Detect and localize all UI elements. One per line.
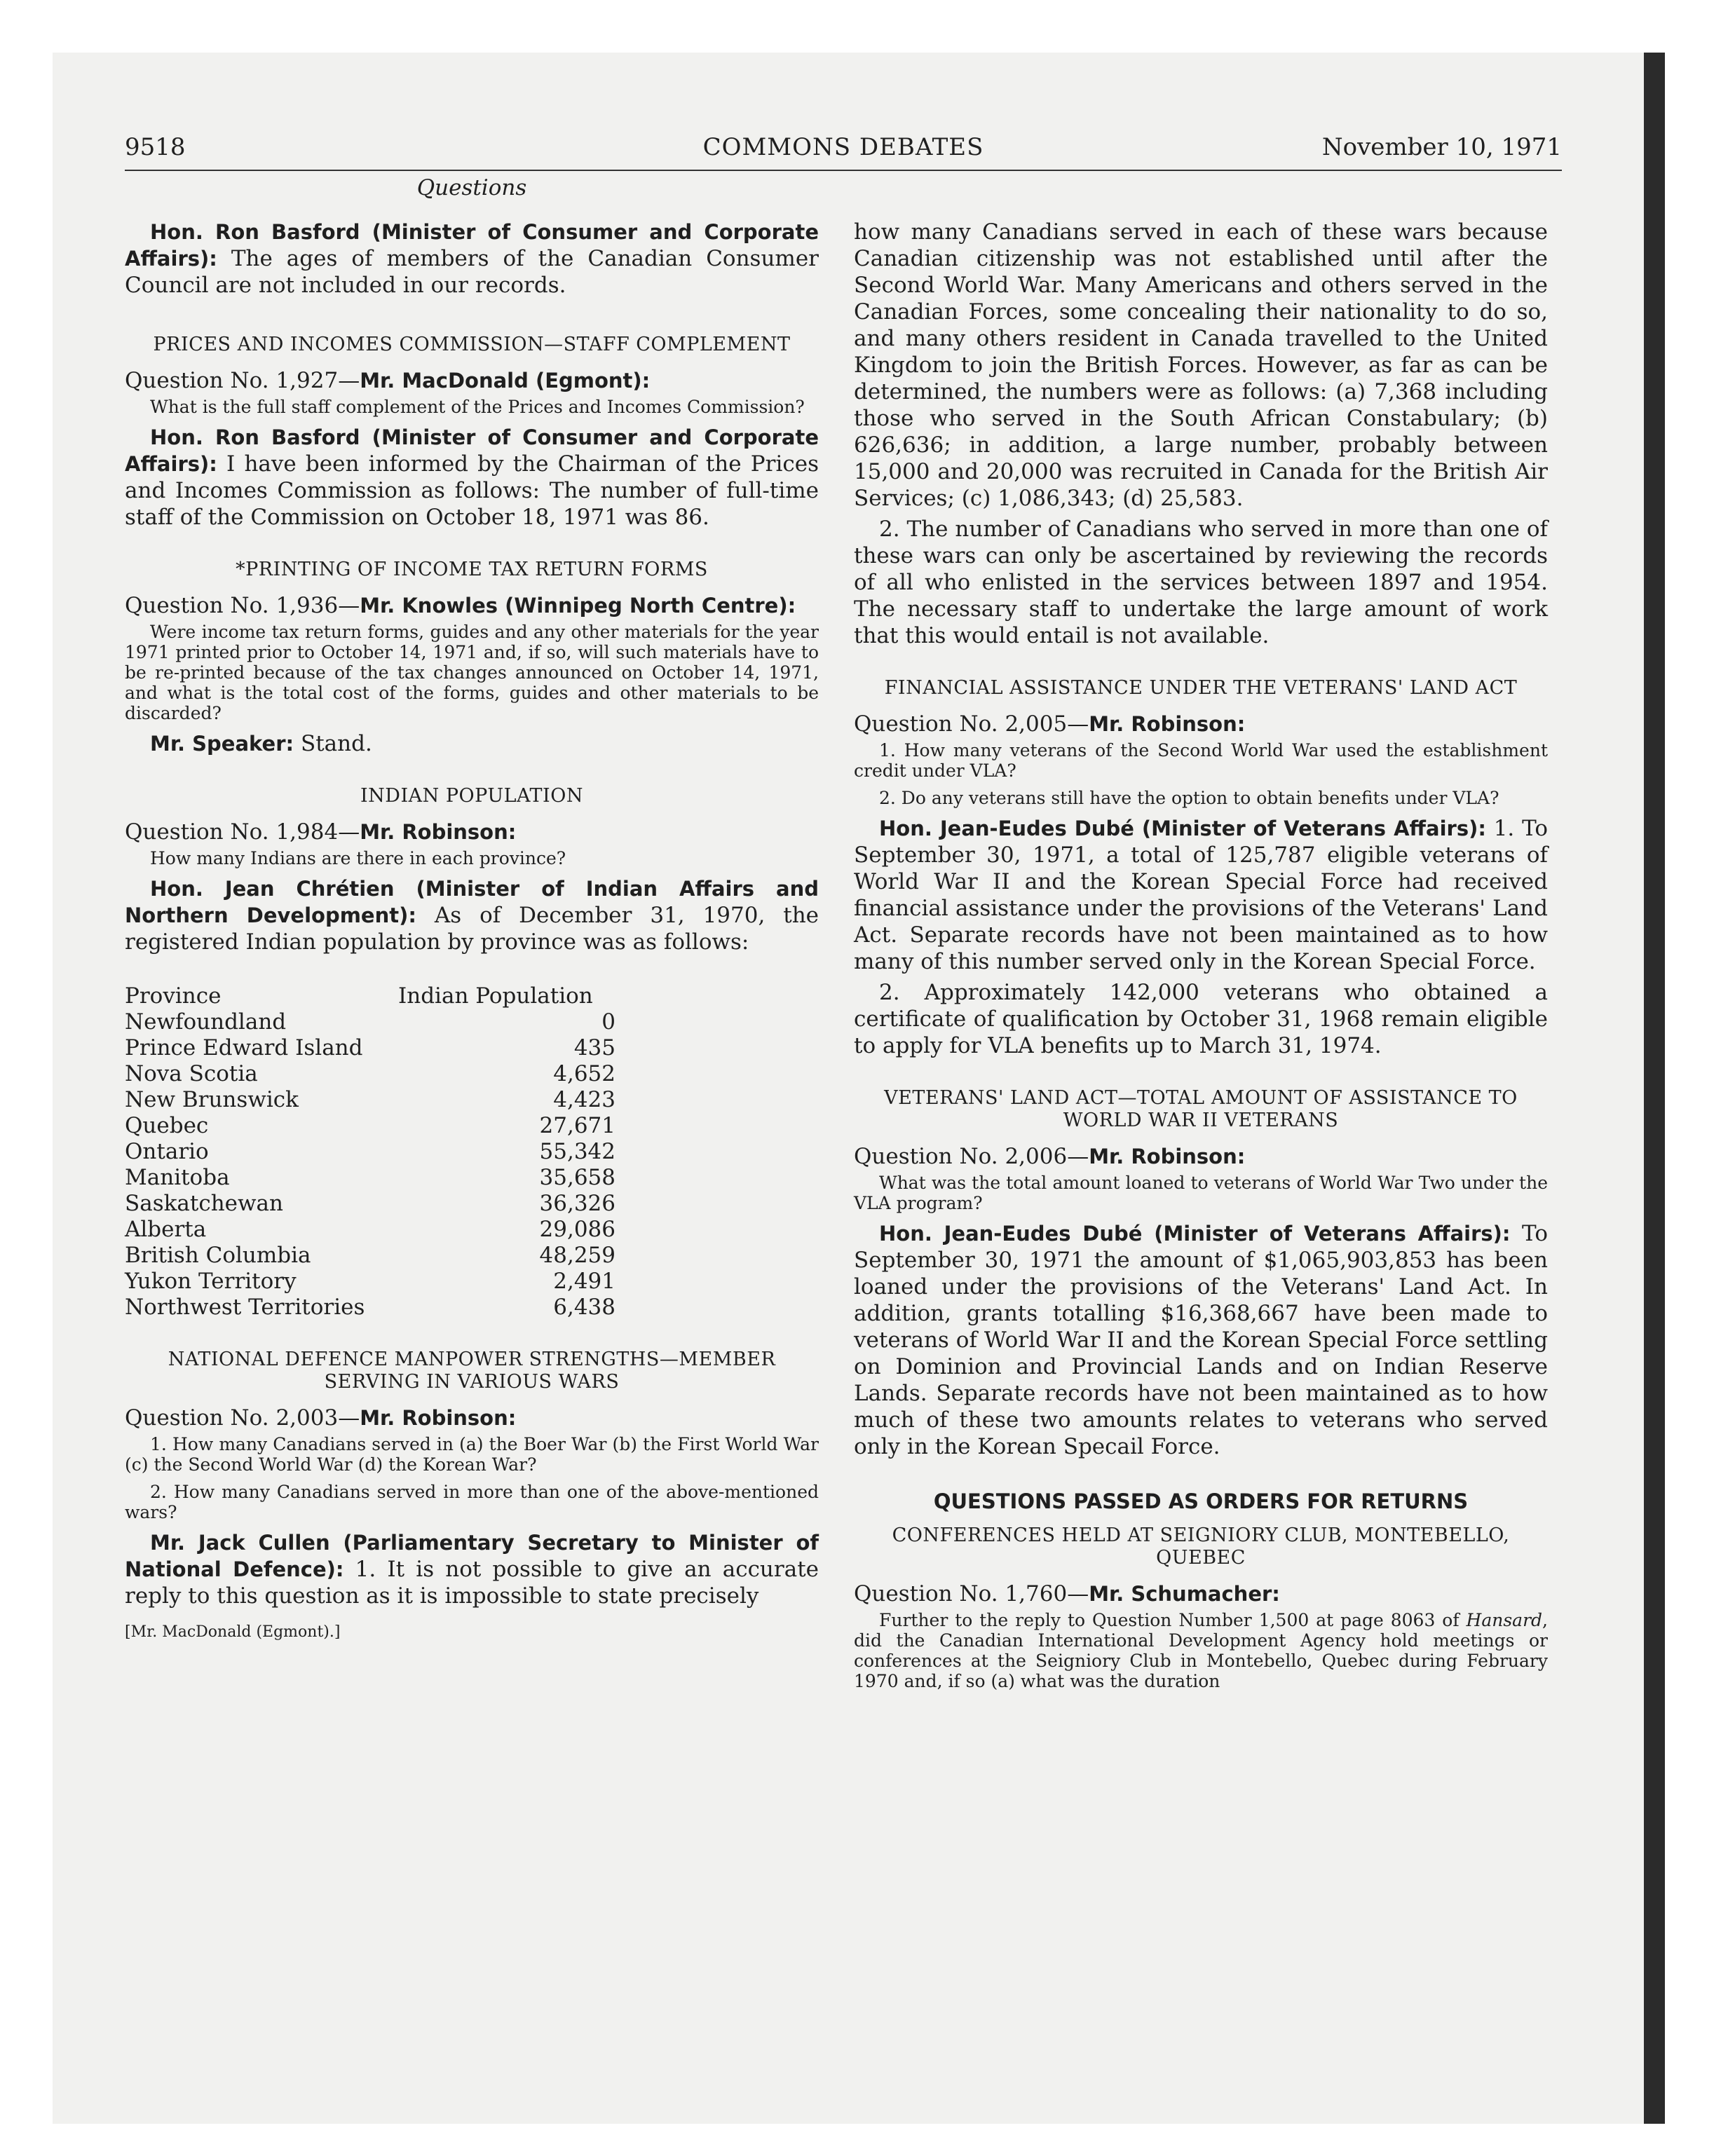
answer-text: 1. To September 30, 1971, a total of 125,787 eligible veterans of World War II and the Korean Special Force had received financial assistance under the provisions of the Veterans' Land Act. Separate records have not been maintained as to how many of this number served only in the Korean Special Force. (854, 816, 1548, 974)
header-date: November 10, 1971 (1321, 133, 1562, 161)
column-header-population: Indian Population (398, 983, 593, 1009)
major-heading: QUESTIONS PASSED AS ORDERS FOR RETURNS (933, 1489, 1469, 1513)
section-heading: *PRINTING OF INCOME TAX RETURN FORMS (236, 559, 708, 580)
population-cell: 35,658 (539, 1165, 615, 1190)
speaker-name: Mr. Jack Cullen (Parliamentary Secretary to Minister of National Defence): (125, 1531, 819, 1581)
speaker-name: Hon. Jean-Eudes Dubé (Minister of Veterans Affairs): (879, 817, 1486, 840)
section-heading: CONFERENCES HELD AT SEIGNIORY CLUB, MONTEBELLO, QUEBEC (892, 1524, 1510, 1569)
province-cell: Prince Edward Island (125, 1035, 363, 1060)
table-row (125, 1243, 615, 1269)
section-heading: NATIONAL DEFENCE MANPOWER STRENGTHS—MEMBER SERVING IN VARIOUS WARS (168, 1349, 776, 1393)
question-text: 2. How many Canadians served in more than one of the above-mentioned wars? (125, 1482, 819, 1522)
table-header-row (125, 983, 615, 1009)
table-row (125, 1295, 615, 1321)
publication-title: COMMONS DEBATES (702, 133, 984, 161)
running-header (125, 133, 1562, 171)
section-heading: INDIAN POPULATION (360, 785, 583, 807)
question-text-part: Further to the reply to Question Number 1,500 at page 8063 of (879, 1610, 1467, 1630)
province-cell: Saskatchewan (125, 1191, 284, 1216)
table-row (125, 1087, 615, 1113)
question-line (125, 367, 819, 394)
province-cell: Ontario (125, 1139, 209, 1164)
population-cell: 48,259 (539, 1243, 615, 1268)
document-page (125, 133, 1562, 1691)
member-name: Mr. Robinson: (1089, 1145, 1246, 1168)
member-name: Mr. MacDonald (Egmont): (360, 369, 651, 393)
left-column (125, 219, 819, 1646)
section-heading: FINANCIAL ASSISTANCE UNDER THE VETERANS' LAND ACT (884, 677, 1518, 699)
population-cell: 29,086 (539, 1217, 615, 1242)
answer-text: As of December 31, 1970, the registered Indian population by province was as follows: (125, 903, 819, 955)
question-line (854, 1143, 1548, 1170)
province-cell: Manitoba (125, 1165, 230, 1190)
population-table (125, 983, 615, 1321)
question-text: Were income tax return forms, guides and any other materials for the year 1971 printed prior to October 14, 1971 and, if so, will such materials have to be re-printed because of the tax changes announced on October 14, 1971, and what is the total cost of the forms, guides and other materials to be discarded? (125, 622, 819, 723)
question-number: Question No. 1,760— (854, 1581, 1089, 1606)
question-text: What was the total amount loaned to veterans of World War Two under the VLA program? (854, 1173, 1548, 1213)
question-text (854, 1610, 1548, 1691)
answer-paragraph (125, 1529, 819, 1609)
answer-text: I have been informed by the Chairman of the Prices and Incomes Commission as follows: The number of full-time staff of the Commission on October 18, 1971 was 86. (125, 451, 819, 530)
population-cell: 4,652 (553, 1061, 615, 1086)
section-heading: VETERANS' LAND ACT—TOTAL AMOUNT OF ASSISTANCE TO WORLD WAR II VETERANS (884, 1087, 1518, 1131)
question-text-italic: Hansard (1466, 1610, 1543, 1630)
answer-text: Stand. (294, 731, 372, 756)
table-row (125, 1009, 615, 1035)
province-cell: Nova Scotia (125, 1061, 258, 1086)
answer-paragraph (125, 219, 819, 299)
question-line (854, 1581, 1548, 1607)
speaker-name: Hon. Ron Basford (Minister of Consumer and Corporate Affairs): (125, 220, 819, 271)
question-number: Question No. 2,006— (854, 1144, 1089, 1169)
member-name: Mr. Knowles (Winnipeg North Centre): (360, 594, 796, 618)
question-text-part: , did the Canadian International Development Agency hold meetings or conferences at the Seigniory Club in Montebello, Quebec during February 1970 and, if so (a) what was the duration (854, 1610, 1548, 1691)
member-name: Mr. Robinson: (360, 820, 517, 844)
question-text: How many Indians are there in each province? (150, 848, 566, 868)
answer-paragraph (125, 730, 819, 757)
table-row (125, 1139, 615, 1165)
answer-text: The ages of members of the Canadian Consumer Council are not included in our records. (125, 246, 819, 298)
province-cell: New Brunswick (125, 1087, 299, 1112)
answer-paragraph (854, 1220, 1548, 1460)
answer-paragraph (125, 875, 819, 955)
question-line (125, 1405, 819, 1431)
speaker-name: Hon. Ron Basford (Minister of Consumer and Corporate Affairs): (125, 425, 819, 476)
province-cell: Quebec (125, 1113, 209, 1138)
answer-paragraph: 2. Approximately 142,000 veterans who obtained a certificate of qualification by October 31, 1968 remain eligible to apply for VLA benefits up to March 31, 1974. (854, 980, 1548, 1058)
question-line (854, 711, 1548, 737)
question-text: 1. How many veterans of the Second World War used the establishment credit under VLA? (854, 740, 1548, 781)
population-cell: 0 (601, 1009, 615, 1035)
population-cell: 55,342 (539, 1139, 615, 1164)
question-number: Question No. 2,005— (854, 711, 1089, 737)
right-column (854, 219, 1548, 1698)
table-row (125, 1165, 615, 1191)
section-title: Questions (416, 175, 527, 200)
answer-paragraph: 2. The number of Canadians who served in more than one of these wars can only be ascertained by reviewing the records of all who enlisted in the services between 1897 and 1954. The necessary staff to undertake the large amount of work that this would entail is not available. (854, 517, 1548, 648)
speaker-name: Hon. Jean-Eudes Dubé (Minister of Veterans Affairs): (879, 1222, 1511, 1246)
population-cell: 435 (573, 1035, 615, 1060)
answer-continuation: how many Canadians served in each of these wars because Canadian citizenship was not established until after the Second World War. Many Americans and others served in the Canadian Forces, some concealing their nationality to do so, and many others resident in Canada travelled to the United Kingdom to join the British Forces. However, as far as can be determined, the numbers were as follows: (a) 7,368 including those who served in the South African Constabulary; (b) 626,636; in addition, a large number, probably between 15,000 and 20,000 was recruited in Canada for the British Air Services; (c) 1,086,343; (d) 25,583. (854, 219, 1548, 511)
answer-text: To September 30, 1971 the amount of $1,065,903,853 has been loaned under the provisions of the Veterans' Land Act. In addition, grants totalling $16,368,667 have been made to veterans of World War II and the Korean Special Force settling on Dominion and Provincial Lands and on Indian Reserve Lands. Separate records have not been maintained as to how much of these two amounts relates to veterans who served only in the Korean Specail Force. (854, 1221, 1548, 1459)
population-cell: 36,326 (539, 1191, 615, 1216)
question-line (125, 819, 819, 845)
page-footnote: [Mr. MacDonald (Egmont).] (125, 1623, 341, 1641)
table-row (125, 1035, 615, 1061)
province-cell: Alberta (125, 1217, 207, 1242)
population-cell: 4,423 (553, 1087, 615, 1112)
population-cell: 6,438 (553, 1295, 615, 1320)
answer-paragraph (854, 815, 1548, 975)
table-row (125, 1113, 615, 1139)
table-row (125, 1269, 615, 1295)
table-row (125, 1061, 615, 1087)
population-cell: 2,491 (553, 1269, 615, 1294)
page-number: 9518 (125, 133, 186, 161)
member-name: Mr. Robinson: (360, 1406, 517, 1430)
table-row (125, 1191, 615, 1217)
question-line (125, 592, 819, 619)
member-name: Mr. Robinson: (1089, 712, 1246, 736)
answer-text: 1. It is not possible to give an accurate reply to this question as it is impossible to state precisely (125, 1557, 819, 1609)
province-cell: Northwest Territories (125, 1295, 365, 1320)
question-number: Question No. 2,003— (125, 1405, 360, 1431)
answer-paragraph (125, 424, 819, 531)
scan-edge-shadow (1644, 53, 1665, 2124)
question-number: Question No. 1,984— (125, 819, 360, 845)
question-text: 1. How many Canadians served in (a) the Boer War (b) the First World War (c) the Second World War (d) the Korean War? (125, 1434, 819, 1475)
province-cell: Yukon Territory (125, 1269, 297, 1294)
question-number: Question No. 1,927— (125, 368, 360, 393)
question-text: What is the full staff complement of the Prices and Incomes Commission? (150, 397, 805, 417)
section-heading: PRICES AND INCOMES COMMISSION—STAFF COMPLEMENT (153, 334, 791, 355)
table-row (125, 1217, 615, 1243)
speaker-name: Mr. Speaker: (150, 732, 294, 756)
population-cell: 27,671 (539, 1113, 615, 1138)
member-name: Mr. Schumacher: (1089, 1582, 1280, 1606)
province-cell: Newfoundland (125, 1009, 287, 1035)
province-cell: British Columbia (125, 1243, 311, 1268)
question-number: Question No. 1,936— (125, 593, 360, 618)
column-header-province: Province (125, 983, 222, 1009)
question-text: 2. Do any veterans still have the option to obtain benefits under VLA? (879, 788, 1499, 808)
speaker-name: Hon. Jean Chrétien (Minister of Indian Affairs and Northern Development): (125, 877, 819, 927)
